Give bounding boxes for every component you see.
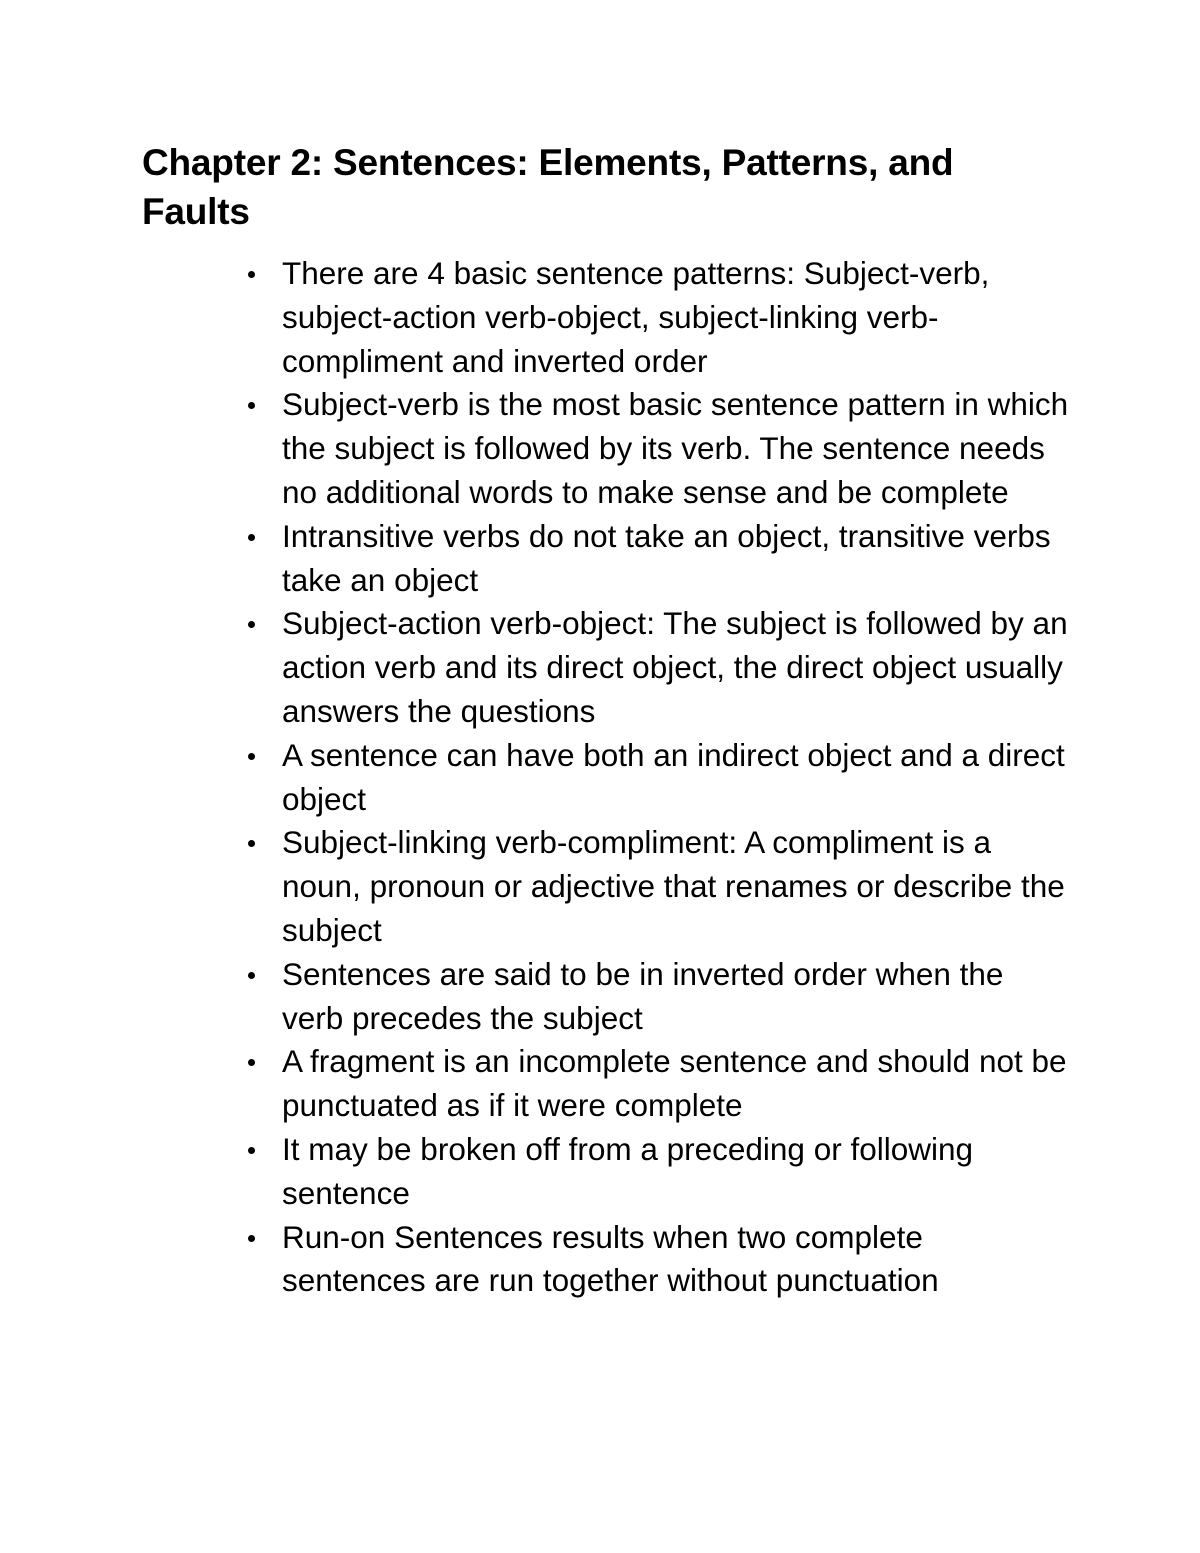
list-item [282,1040,1072,1128]
list-item-text: Subject-action verb-object: The subject is followed by an action verb and its direct object, the direct object usually answers the questions [282,605,1068,729]
list-item [282,953,1072,1041]
bullet-icon [248,534,255,541]
bullet-icon [248,840,255,847]
list-item-text: A fragment is an incomplete sentence and should not be punctuated as if it were complete [282,1043,1067,1124]
list-item-text: There are 4 basic sentence patterns: Subject-verb, subject-action verb-object, subject-linking verb-compliment and inverted order [282,255,990,379]
bullet-icon [248,1147,255,1154]
notes-list [282,252,1072,1303]
bullet-icon [248,271,255,278]
list-item [282,1216,1072,1304]
list-item [282,821,1072,952]
list-item-text: Intransitive verbs do not take an object, transitive verbs take an object [282,517,1051,598]
bullet-icon [248,972,255,979]
bullet-icon [248,402,255,409]
list-item-text: A sentence can have both an indirect object and a direct object [282,736,1065,817]
bullet-icon [248,1235,255,1242]
list-item-text: Subject-verb is the most basic sentence pattern in which the subject is followed by its verb. The sentence needs no additional words to make sense and be complete [282,386,1069,510]
list-item-text: Sentences are said to be in inverted order when the verb precedes the subject [282,955,1004,1036]
list-item-text: Subject-linking verb-compliment: A compliment is a noun, pronoun or adjective that renames or describe the subject [282,824,1065,948]
list-item [282,602,1072,733]
bullet-icon [248,621,255,628]
list-item-text: It may be broken off from a preceding or following sentence [282,1130,974,1211]
bullet-icon [248,1059,255,1066]
list-item [282,252,1072,383]
list-item [282,1128,1072,1216]
list-item-text: Run-on Sentences results when two complete sentences are run together without punctuation [282,1218,939,1299]
list-item [282,734,1072,822]
bullet-icon [248,753,255,760]
list-item [282,515,1072,603]
list-item [282,383,1072,514]
chapter-heading: Chapter 2: Sentences: Elements, Patterns, and Faults [142,142,954,232]
